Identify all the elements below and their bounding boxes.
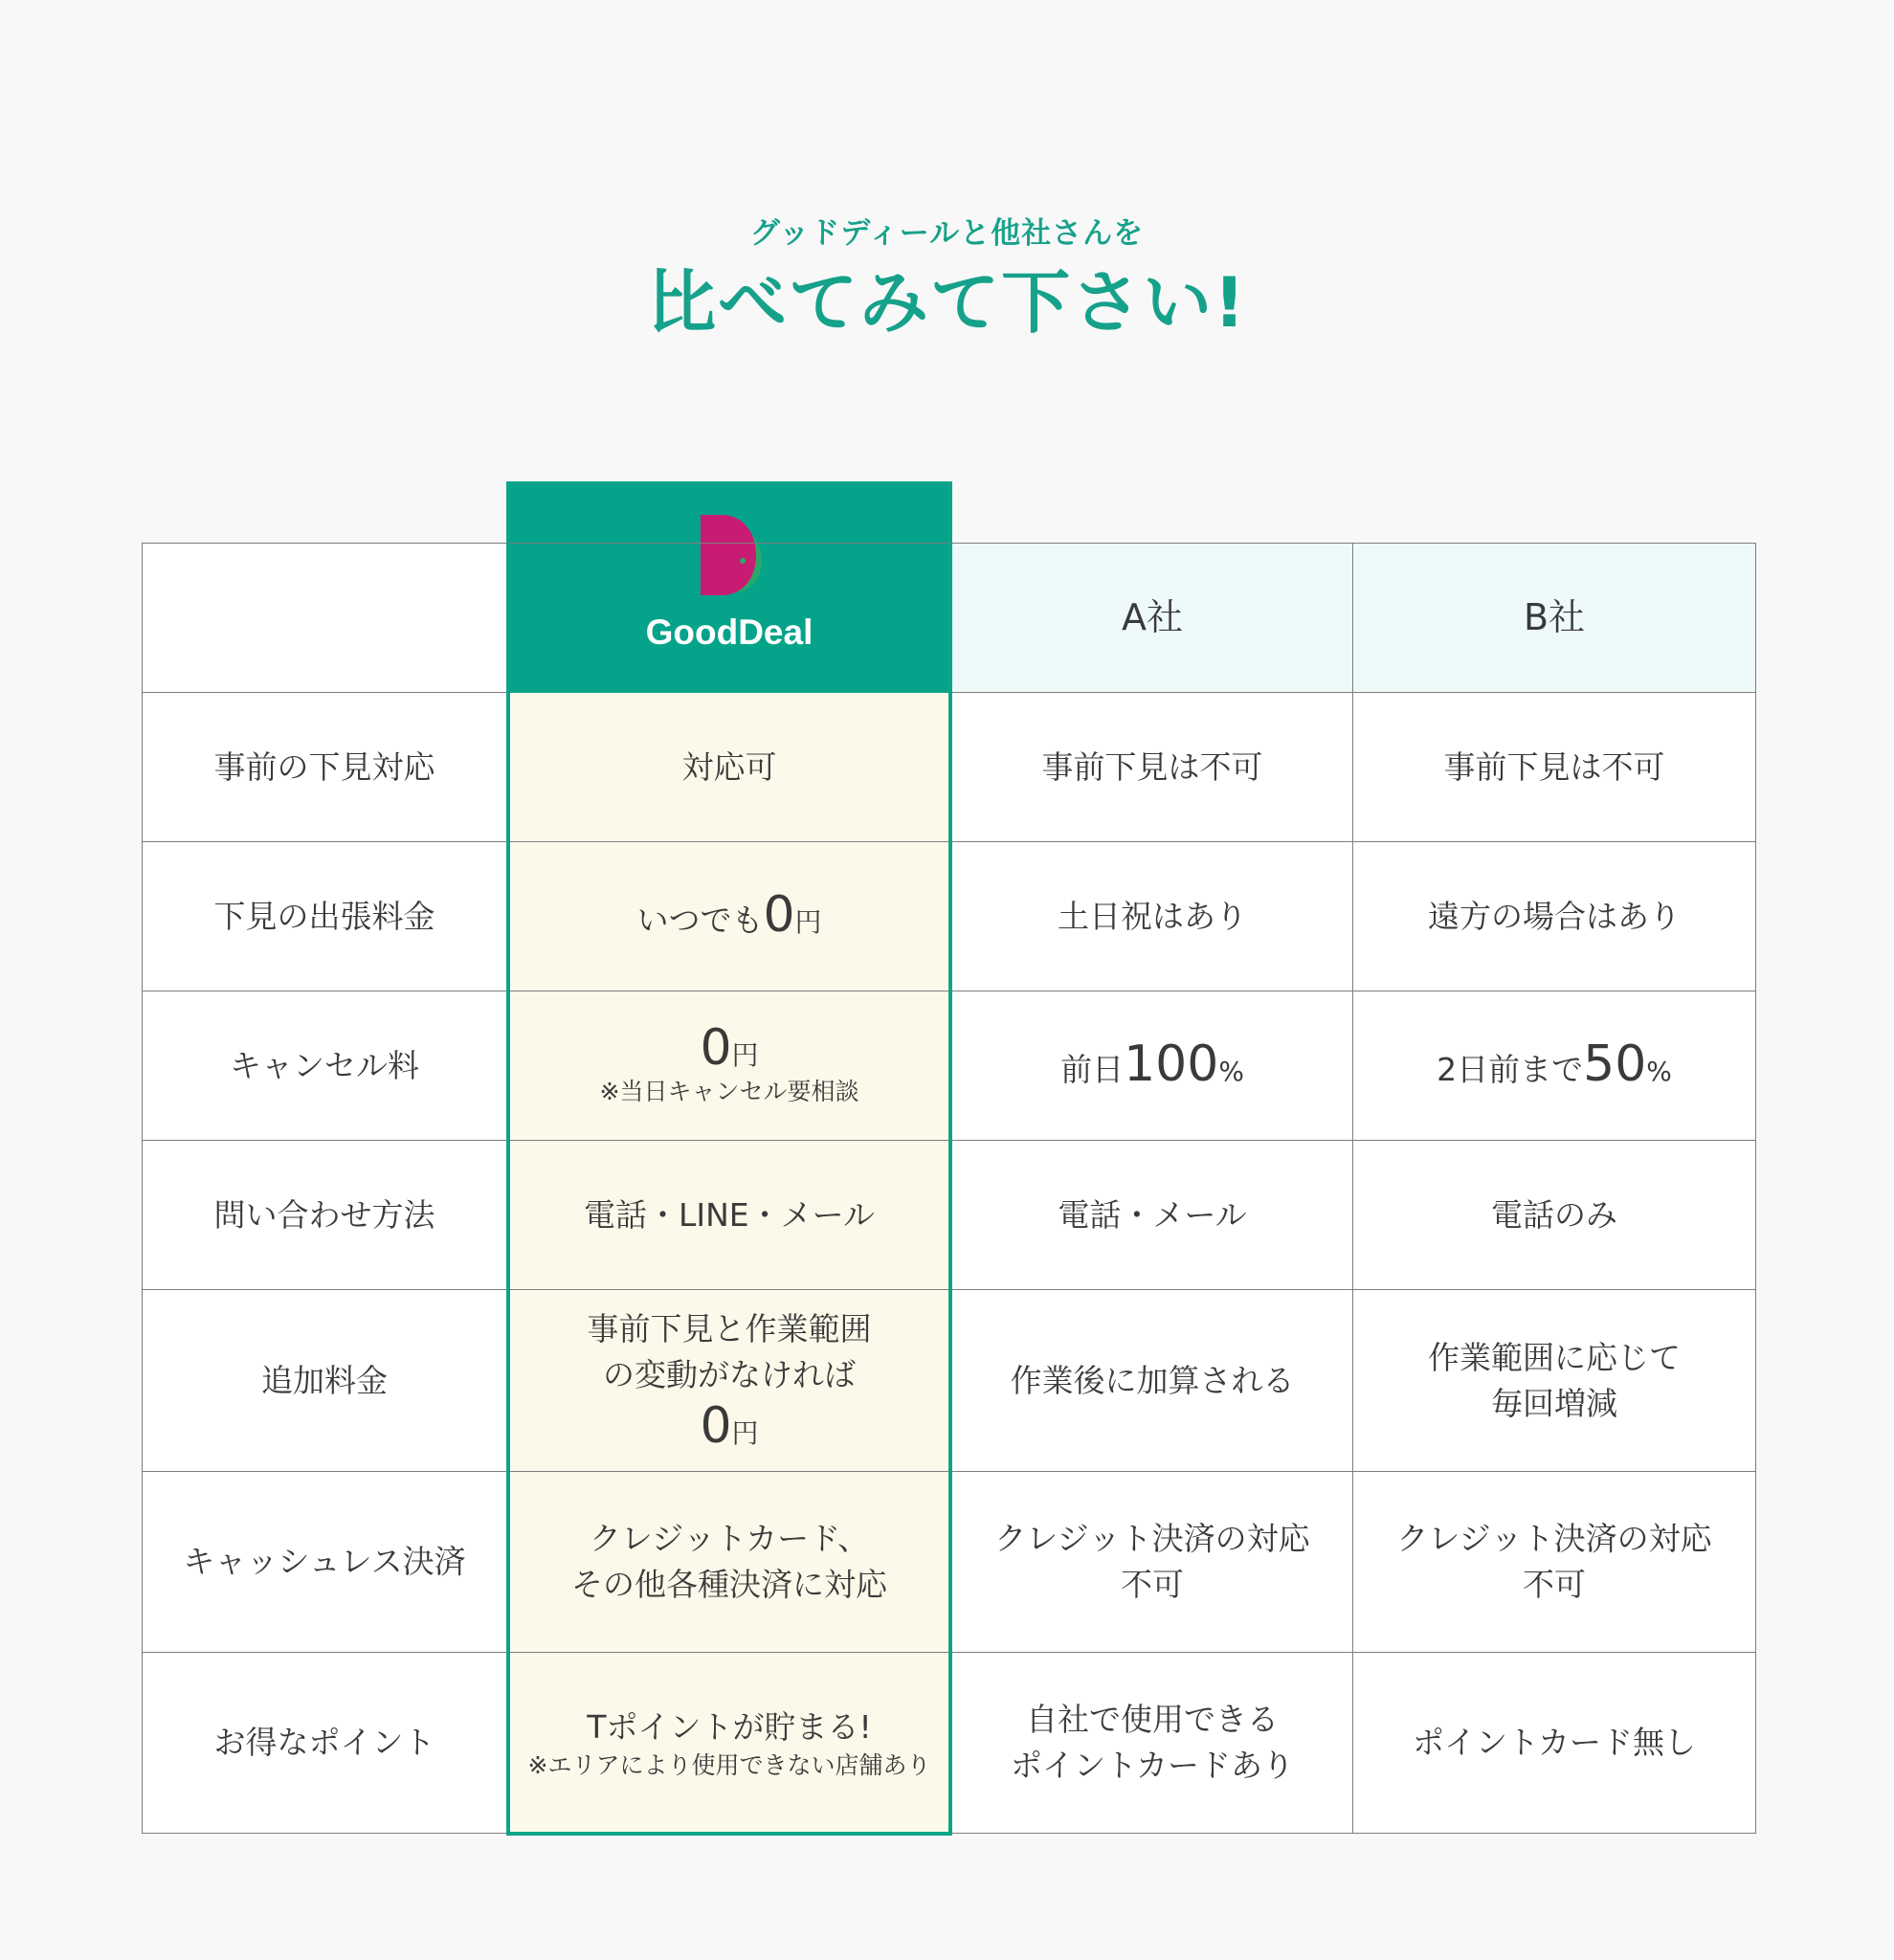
gooddeal-unit: 円: [731, 1039, 759, 1072]
gooddeal-line: Tポイントが貯まる!: [587, 1707, 872, 1746]
company-b-number: 50: [1583, 1035, 1647, 1093]
gooddeal-number: 0: [763, 885, 795, 944]
company-a-cell: [952, 1653, 1352, 1833]
company-a-line: クレジット決済の対応: [994, 1520, 1310, 1558]
gooddeal-cell: [507, 991, 951, 1140]
row-label: 追加料金: [143, 1290, 506, 1471]
gooddeal-cell: [507, 842, 951, 991]
company-b-cell: ポイントカード無し: [1353, 1653, 1755, 1833]
company-a-line: 自社で使用できる: [1026, 1701, 1279, 1739]
gooddeal-header: [507, 481, 951, 692]
company-b-line: 作業範囲に応じて: [1428, 1338, 1681, 1376]
company-a-cell: 土日祝はあり: [952, 842, 1352, 991]
company-a-unit: %: [1218, 1055, 1244, 1087]
table-row-divider: [142, 841, 1756, 842]
gooddeal-line: その他各種決済に対応: [571, 1566, 887, 1603]
gooddeal-cell: [507, 1472, 951, 1652]
company-b-line: 毎回増減: [1491, 1384, 1617, 1422]
company-b-unit: %: [1646, 1055, 1672, 1087]
gooddeal-line: の変動がなければ: [603, 1355, 856, 1393]
company-b-cell: 遠方の場合はあり: [1353, 842, 1755, 991]
heading-subtitle: グッドディールと他社さんを: [749, 216, 1145, 251]
row-label: 問い合わせ方法: [143, 1141, 506, 1289]
row-label: 事前の下見対応: [143, 693, 506, 841]
heading-title: 比べてみて下さい!: [647, 262, 1247, 343]
gooddeal-unit: 円: [731, 1417, 759, 1450]
company-b-cell: [1353, 991, 1755, 1140]
table-border-left: [142, 543, 143, 1834]
gooddeal-cell: 電話・LINE・メール: [507, 1141, 951, 1289]
row-label: 下見の出張料金: [143, 842, 506, 991]
company-b-line: クレジット決済の対応: [1396, 1520, 1712, 1558]
company-a-cell: 作業後に加算される: [952, 1290, 1352, 1471]
company-a-line: 不可: [1121, 1566, 1184, 1603]
gooddeal-prefix: いつでも: [636, 901, 764, 939]
gooddeal-cell: 対応可: [507, 693, 951, 841]
company-a-prefix: 前日: [1060, 1050, 1125, 1088]
gooddeal-header-divider: [507, 691, 951, 693]
table-row-divider: [142, 1289, 1756, 1290]
gooddeal-cell: [507, 1653, 951, 1833]
company-a-cell: [952, 991, 1352, 1140]
table-border-bottom: [142, 1833, 1756, 1834]
table-border-right: [1755, 543, 1756, 1834]
company-b-cell: [1353, 1472, 1755, 1652]
table-border-top: [142, 543, 1756, 544]
company-a-cell: [952, 1472, 1352, 1652]
company-b-line: 不可: [1523, 1566, 1586, 1603]
gooddeal-unit: 円: [794, 905, 822, 938]
company-b-cell: [1353, 1290, 1755, 1471]
company-a-cell: 電話・メール: [952, 1141, 1352, 1289]
table-column-divider: [1352, 543, 1353, 1834]
gooddeal-cell: [507, 1290, 951, 1471]
row-label: キャンセル料: [143, 991, 506, 1140]
company-b-cell: 事前下見は不可: [1353, 693, 1755, 841]
table-row-divider: [142, 1471, 1756, 1472]
table-row-divider: [142, 1140, 1756, 1141]
gooddeal-line: 事前下見と作業範囲: [587, 1309, 872, 1348]
company-a-header: A社: [952, 544, 1352, 692]
gooddeal-note: ※エリアにより使用できない店舗あり: [527, 1750, 931, 1779]
row-label: お得なポイント: [143, 1653, 506, 1833]
gooddeal-note: ※当日キャンセル要相談: [599, 1078, 859, 1106]
company-a-line: ポイントカードあり: [1010, 1747, 1294, 1784]
gooddeal-number: 0: [700, 1019, 732, 1078]
gooddeal-number: 0: [700, 1397, 732, 1456]
row-label: キャッシュレス決済: [143, 1472, 506, 1652]
gooddeal-logo-text: GoodDeal: [645, 612, 813, 653]
table-row-divider: [142, 1652, 1756, 1653]
header-empty-cell: [143, 544, 506, 692]
company-a-cell: 事前下見は不可: [952, 693, 1352, 841]
company-b-prefix: 2日前まで: [1437, 1050, 1584, 1088]
company-a-number: 100: [1124, 1035, 1219, 1093]
gooddeal-line: クレジットカード、: [589, 1520, 870, 1558]
company-b-cell: 電話のみ: [1353, 1141, 1755, 1289]
company-b-header: B社: [1353, 544, 1755, 692]
gooddeal-logo-icon: [693, 515, 766, 601]
